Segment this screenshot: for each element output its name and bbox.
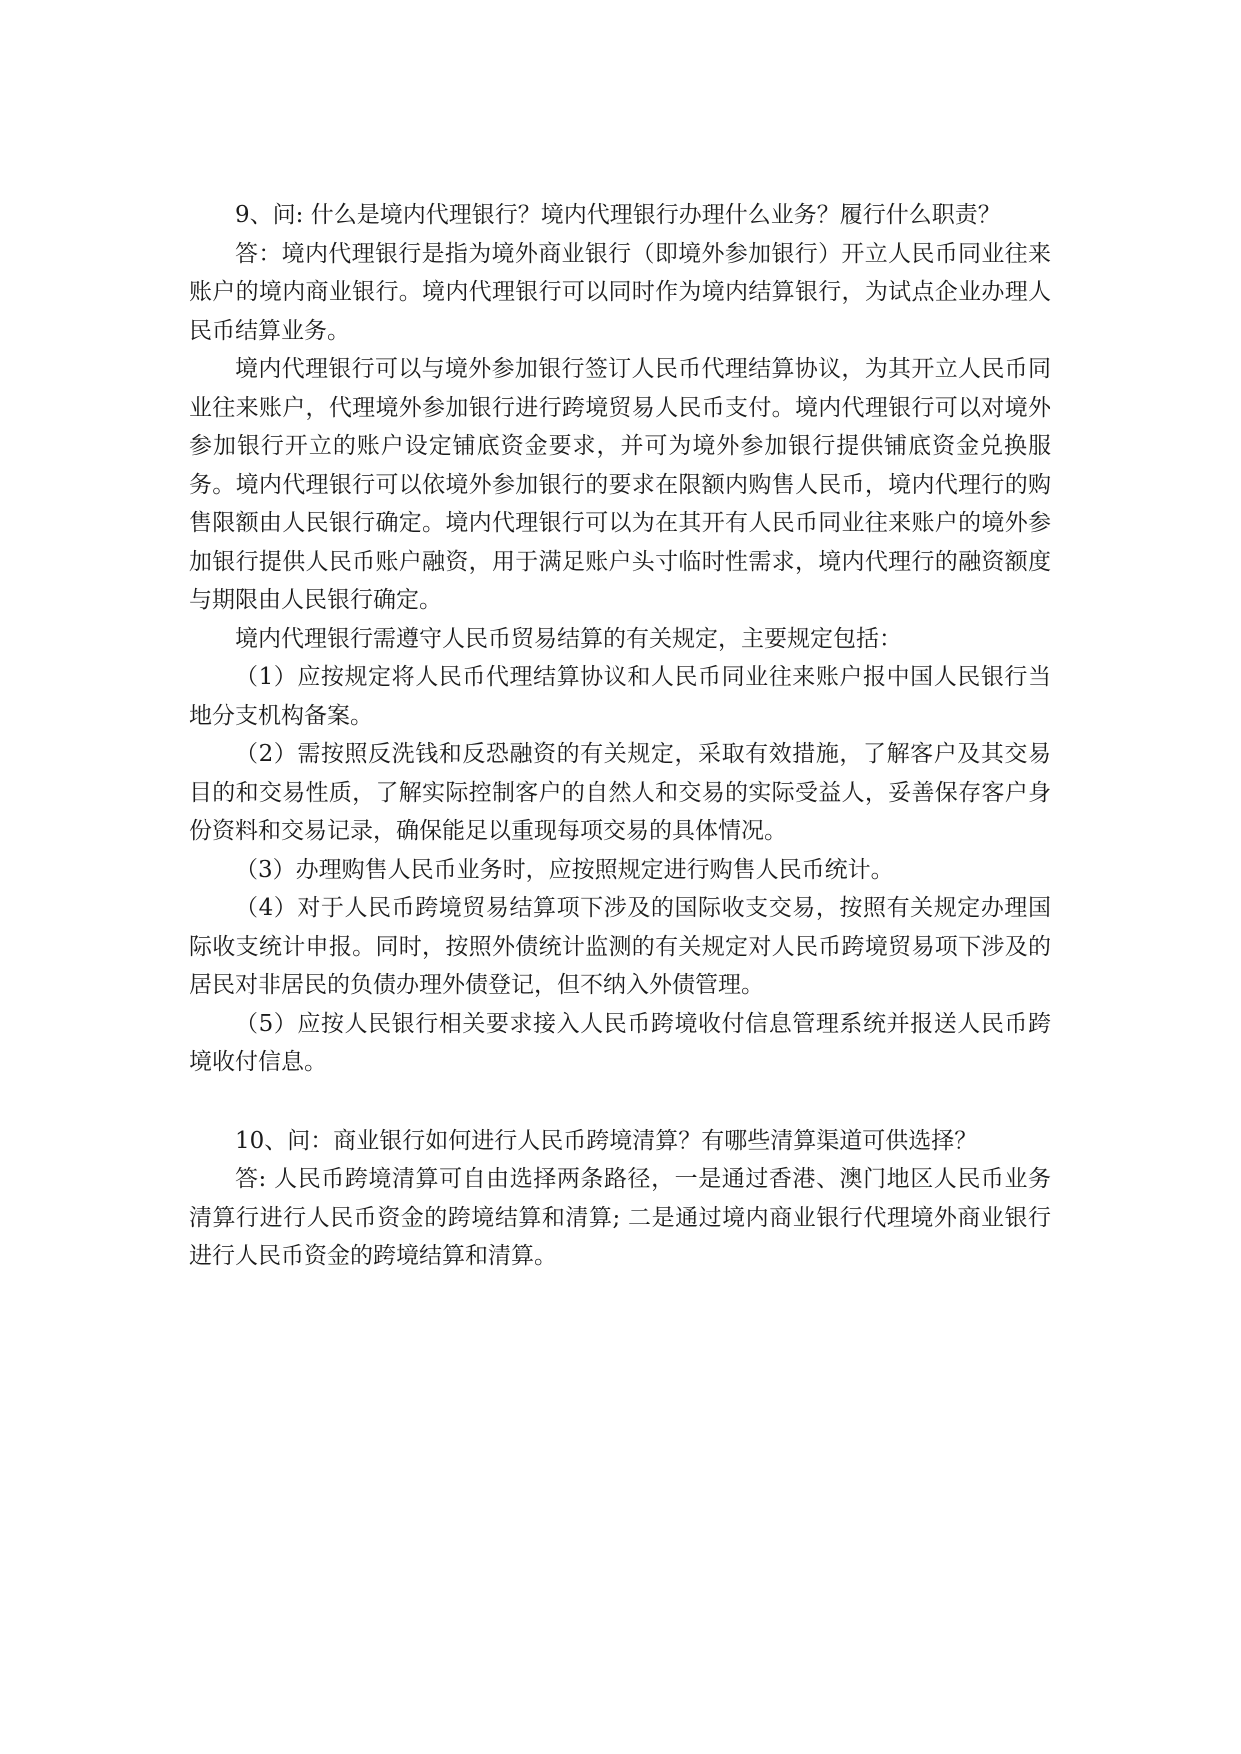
qa-section-9 <box>189 196 1051 1082</box>
answer-10: 答: 人民币跨境清算可自由选择两条路径，一是通过香港、澳门地区人民币业务清算行进行人民币资金的跨境结算和清算; 二是通过境内商业银行代理境外商业银行进行人民币资金的跨境结算和清算。 <box>189 1166 1051 1269</box>
document-body <box>189 196 1051 1276</box>
qa-section-10 <box>189 1122 1051 1276</box>
question-10: 10、问：商业银行如何进行人民币跨境清算？有哪些清算渠道可供选择？ <box>235 1127 978 1154</box>
rule-item-3: （3）办理购售人民币业务时，应按照规定进行购售人民币统计。 <box>235 856 894 883</box>
section-gap <box>189 1082 1051 1122</box>
rule-item-5: （5）应按人民银行相关要求接入人民币跨境收付信息管理系统并报送人民币跨境收付信息。 <box>189 1010 1051 1075</box>
rule-item-1: （1）应按规定将人民币代理结算协议和人民币同业往来账户报中国人民银行当地分支机构备案。 <box>189 664 1051 729</box>
answer-9-rules-intro: 境内代理银行需遵守人民币贸易结算的有关规定，主要规定包括： <box>235 625 902 652</box>
rule-item-4: （4）对于人民币跨境贸易结算项下涉及的国际收支交易，按照有关规定办理国际收支统计申报。同时，按照外债统计监测的有关规定对人民币跨境贸易项下涉及的居民对非居民的负债办理外债登记，但不纳入外债管理。 <box>189 895 1051 998</box>
answer-9-intro: 答：境内代理银行是指为境外商业银行（即境外参加银行）开立人民币同业往来账户的境内商业银行。境内代理银行可以同时作为境内结算银行，为试点企业办理人民币结算业务。 <box>189 240 1051 344</box>
answer-9-business: 境内代理银行可以与境外参加银行签订人民币代理结算协议，为其开立人民币同业往来账户，代理境外参加银行进行跨境贸易人民币支付。境内代理银行可以对境外参加银行开立的账户设定铺底资金要求，并可为境外参加银行提供铺底资金兑换服务。境内代理银行可以依境外参加银行的要求在限额内购售人民币，境内代理行的购售限额由人民银行确定。境内代理银行可以为在其开有人民币同业往来账户的境外参加银行提供人民币账户融资，用于满足账户头寸临时性需求，境内代理行的融资额度与期限由人民银行确定。 <box>189 356 1051 613</box>
rule-item-2: （2）需按照反洗钱和反恐融资的有关规定，采取有效措施，了解客户及其交易目的和交易性质，了解实际控制客户的自然人和交易的实际受益人，妥善保存客户身份资料和交易记录，确保能足以重现每项交易的具体情况。 <box>189 741 1051 844</box>
question-9: 9、问: 什么是境内代理银行？境内代理银行办理什么业务？履行什么职责？ <box>235 202 1001 228</box>
